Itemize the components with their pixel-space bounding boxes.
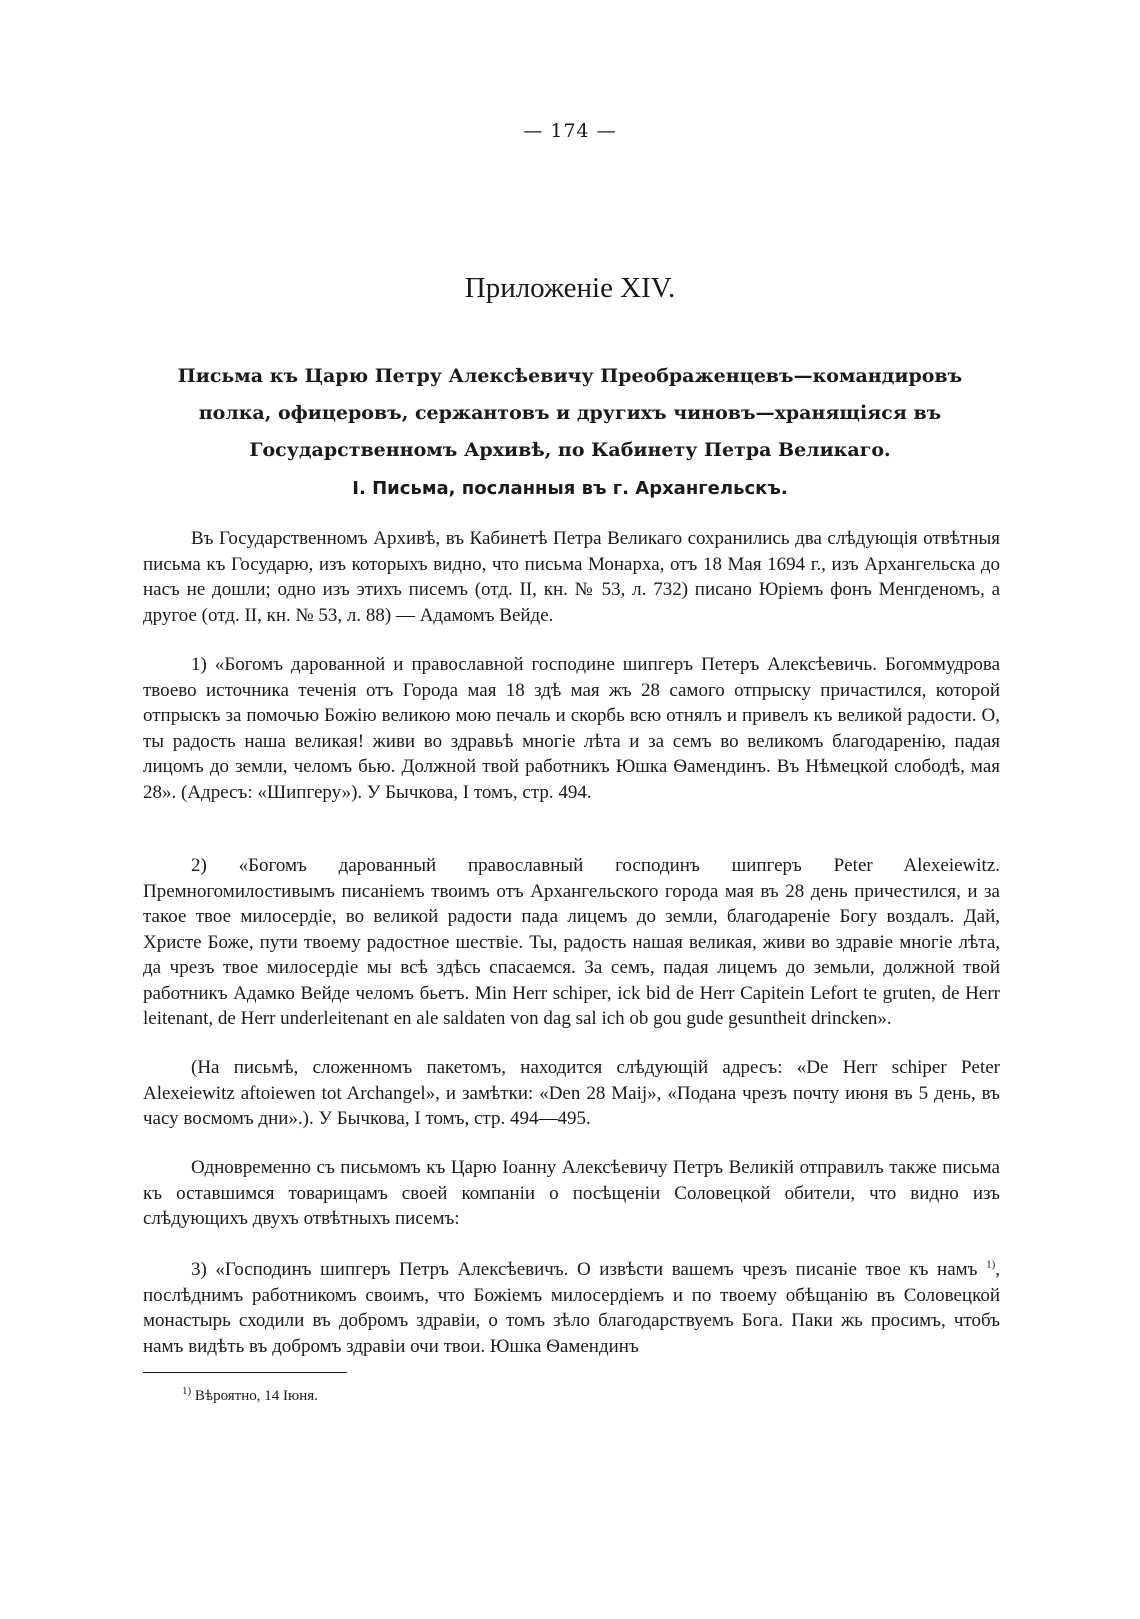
letter-3-text-a: 3) «Господинъ шипгеръ Петръ Алексѣевичъ. О извѣсти вашемъ чрезъ писанiе твое къ намъ bbox=[191, 1259, 978, 1280]
letter-1-text: 1) «Богомъ дарованной и православной господине шипгеръ Петеръ Алексѣевичь. Богоммудрова твоево источника теченiя отъ Города мая 18 здѣ мая жъ 28 самого отпрыску причастился, которой отпрыскъ за помочью Божiю великою мою печаль и скорбь всю отнялъ и привелъ къ великой радости. О, ты радость наша великая! живи во здравьѣ многiе лѣта и за семъ во великомъ благодаренiю, падая лицомъ до земли, челомъ бью. Должной твой работникъ Юшка Ѳамендинъ. Въ Нѣмецкой слободѣ, мая 28». (Адресъ: «Шипгеру»). У Бычкова, I томъ, стр. 494. bbox=[143, 654, 1000, 803]
section-heading: Письма къ Царю Петру Алексѣевичу Преображенцевъ—командировъ полка, офицеровъ, сержантовъ и другихъ чиновъ—хранящiяся въ Государственномъ Архивѣ, по Кабинету Петра Великаго. bbox=[177, 365, 963, 461]
letter-2-text: 2) «Богомъ дарованный православный господинъ шипгеръ Peter Alexeiewitz. Премногомилостивымъ писанiемъ твоимъ отъ Архангельского города мая въ 28 день причестился, и за такое твое милосердiе, во великой радости пада лицемъ до земли, благодаренiе Богу воздалъ. Дай, Христе Боже, пути твоему радостное шествiе. Ты, радость нашая великая, живи во здравiе многiе лѣта, да чрезъ твое милосердiе мы всѣ здѣсь спасаемся. За семъ, падая лицемъ до земьли, должной твой работникъ Адамко Вейде челомъ бьетъ. Min Herr schiper, ick bid de Herr Capitein Lefort te gruten, de Herr leitenant, de Herr underleitenant en ale saldaten von dag sal ich ob gou gude gesuntheit drincken». bbox=[143, 855, 1000, 1029]
letter-3 bbox=[143, 1257, 1000, 1359]
letter-3-text-b: , послѣднимъ работникомъ своимъ, что Божiемъ милосердiемъ и по твоему обѣщанiю въ Соловецкой монастырь сходили въ добромъ здравiи, о томъ зѣло благодарствуемъ Бога. Паки жь просимъ, чтобъ намъ видѣть въ добромъ здравiи очи твои. Юшка Ѳамендинъ bbox=[143, 1259, 1000, 1357]
simultaneous-text: Одновременно съ письмомъ къ Царю Iоанну Алексѣевичу Петръ Великiй отправилъ также письма къ оставшимся товарищамъ своей компанiи о посѣщенiи Соловецкой обители, что видно изъ слѣдующихъ двухъ отвѣтныхъ писемъ: bbox=[143, 1157, 1000, 1229]
subsection-heading: I. Письма, посланныя въ г. Архангельскъ. bbox=[352, 478, 788, 499]
letter-2-note-text: (На письмѣ, сложенномъ пакетомъ, находится слѣдующiй адресъ: «De Herr schiper Peter Alexeiewitz aftoiewen tot Archangel», и замѣтки: «Den 28 Maij», «Подана чрезъ почту июня въ 5 день, въ часу восмомъ дни».). У Бычкова, I томъ, стр. 494—495. bbox=[143, 1057, 1000, 1129]
letter-3-text bbox=[143, 1257, 1000, 1359]
appendix-title: Приложенiе XIV. bbox=[464, 272, 676, 304]
footnote-mark: 1) bbox=[182, 1385, 192, 1397]
page-number: — 174 — bbox=[523, 120, 617, 142]
footnote-text: Вѣроятно, 14 Iюня. bbox=[194, 1388, 318, 1404]
simultaneous-paragraph bbox=[143, 1155, 1000, 1232]
letter-2 bbox=[143, 853, 1000, 1032]
footnote bbox=[182, 1385, 318, 1405]
intro-text: Въ Государственномъ Архивѣ, въ Кабинетѣ Петра Великаго сохранились два слѣдующiя отвѣтныя письма къ Государю, изъ которыхъ видно, что письма Монарха, отъ 18 Мая 1694 г., изъ Архангельска до насъ не дошли; одно изъ этихъ писемъ (отд. II, кн. № 53, л. 732) писано Юрiемъ фонъ Менгденомъ, а другое (отд. II, кн. № 53, л. 88) — Адамомъ Вейде. bbox=[143, 528, 1000, 626]
letter-1 bbox=[143, 652, 1000, 805]
footnote-reference[interactable]: 1) bbox=[986, 1258, 996, 1271]
intro-paragraph bbox=[143, 526, 1000, 628]
letter-2-note bbox=[143, 1055, 1000, 1132]
footnote-divider bbox=[143, 1372, 347, 1373]
